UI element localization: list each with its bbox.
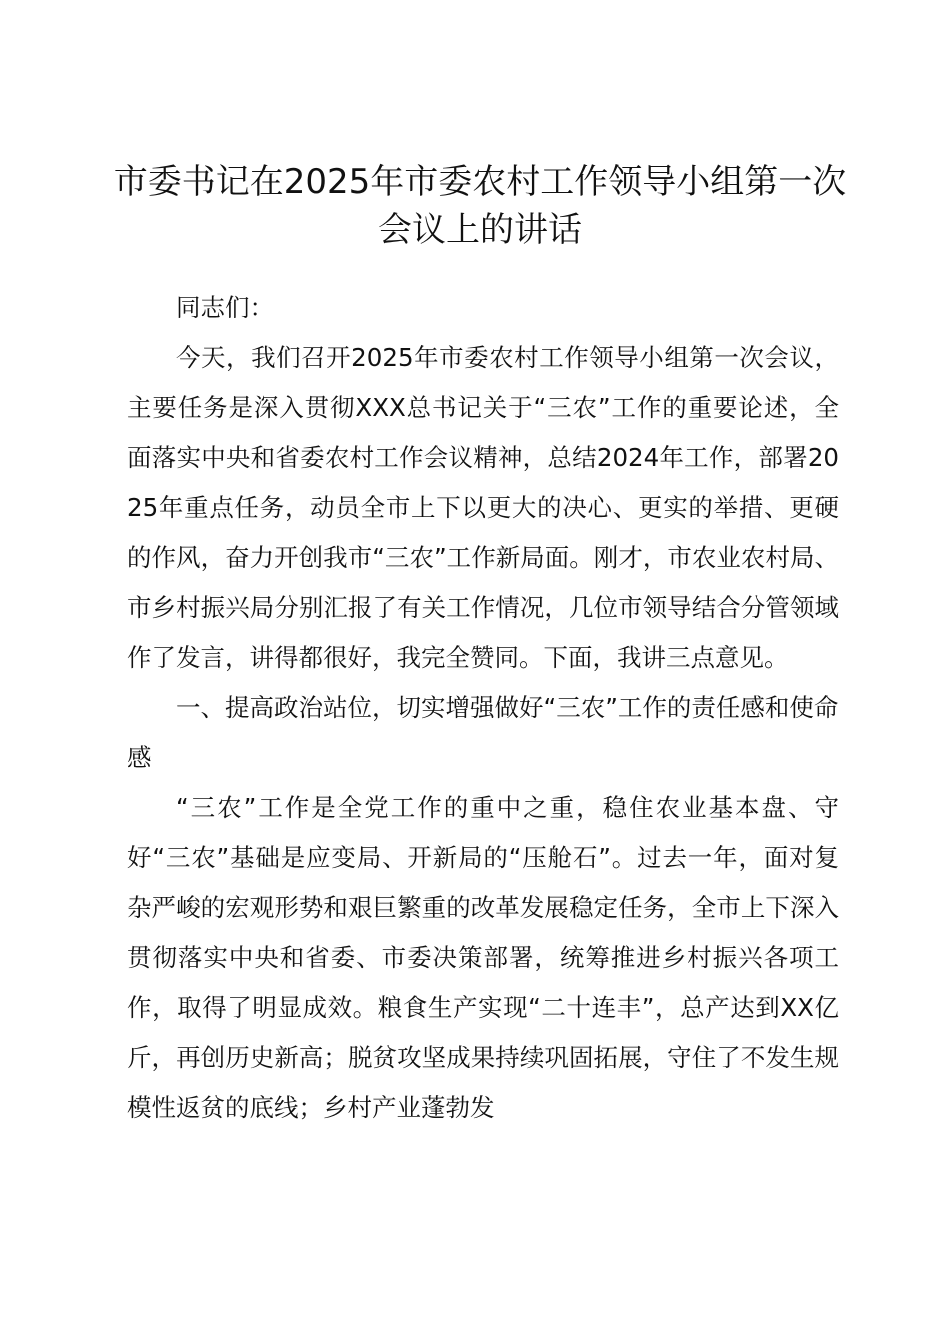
document-body [127, 283, 839, 1133]
salutation: 同志们： [176, 293, 274, 322]
section-heading-1: 一、提高政治站位，切实增强做好“三农”工作的责任感和使命感 [127, 693, 839, 772]
document-title: 市委书记在2025年市委农村工作领导小组第一次会议上的讲话 [113, 162, 847, 250]
paragraph-intro: 今天，我们召开2025年市委农村工作领导小组第一次会议，主要任务是深入贯彻XXX总书记关于“三农”工作的重要论述，全面落实中央和省委农村工作会议精神，总结2024年工作，部署2025年重点任务，动员全市上下以更大的决心、更实的举措、更硬的作风，奋力开创我市“三农”工作新局面。刚才，市农业农村局、市乡村振兴局分别汇报了有关工作情况，几位市领导结合分管领域作了发言，讲得都很好，我完全赞同。下面，我讲三点意见。 [127, 343, 839, 672]
paragraph-section-1: “三农”工作是全党工作的重中之重，稳住农业基本盘、守好“三农”基础是应变局、开新局的“压舱石”。过去一年，面对复杂严峻的宏观形势和艰巨繁重的改革发展稳定任务，全市上下深入贯彻落实中央和省委、市委决策部署，统筹推进乡村振兴各项工作，取得了明显成效。粮食生产实现“二十连丰”，总产达到XX亿斤，再创历史新高；脱贫攻坚成果持续巩固拓展，守住了不发生规模性返贫的底线；乡村产业蓬勃发 [127, 793, 839, 1122]
